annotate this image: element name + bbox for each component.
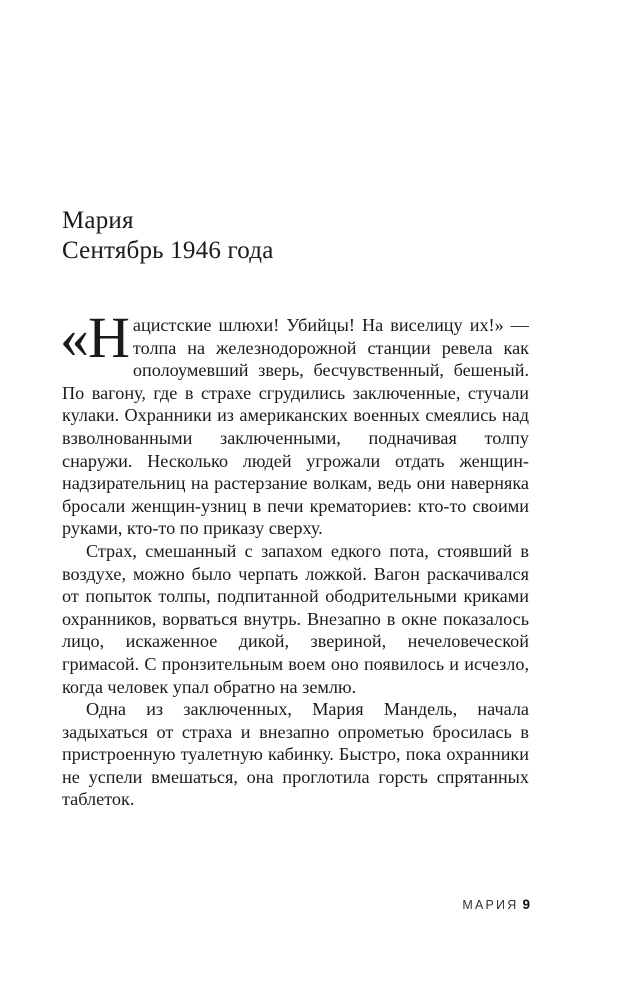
- chapter-date: Сентябрь 1946 года: [62, 237, 274, 264]
- running-head: МАРИЯ: [462, 898, 519, 912]
- body-text: [60, 305, 529, 811]
- paragraph-3: Одна из заключенных, Мария Мандель, начала задыхаться от страха и внезапно опрометью бросилась в пристроенную туалетную кабинку. Быстро, пока охранники не успели вмешаться, она проглотила горсть спрятанных таблеток.: [62, 699, 529, 810]
- chapter-title: Мария: [62, 207, 134, 234]
- page-footer: [462, 897, 530, 912]
- paragraph-1-text: ацистские шлюхи! Убийцы! На виселицу их!» — толпа на железнодорожной станции ревела как ополоумевший зверь, бесчувственный, бешеный. По вагону, где в страхе сгрудились заключенные, стучали кулаки. Охранники из американских военных смеялись над взволнованными заключенными, подначивая толпу снаружи. Несколько людей угрожали отдать женщин-надзирательниц на растерзание волкам, ведь они наверняка бросали женщин-узниц в печи крематориев: кто-то своими руками, кто-то по приказу сверху.: [62, 315, 529, 539]
- chapter-heading: [62, 206, 542, 266]
- page-number: 9: [522, 897, 530, 912]
- drop-cap: «Н: [60, 305, 129, 370]
- paragraph-1: [60, 305, 529, 540]
- paragraph-2: Страх, смешанный с запахом едкого пота, стоявший в воздухе, можно было черпать ложкой. Вагон раскачивался от попыток толпы, подпитанной ободрительными криками охранников, ворваться внутрь. Внезапно в окне показалось лицо, искаженное дикой, звериной, нечеловеческой гримасой. С пронзительным воем оно появилось и исчезло, когда человек упал обратно на землю.: [62, 540, 529, 697]
